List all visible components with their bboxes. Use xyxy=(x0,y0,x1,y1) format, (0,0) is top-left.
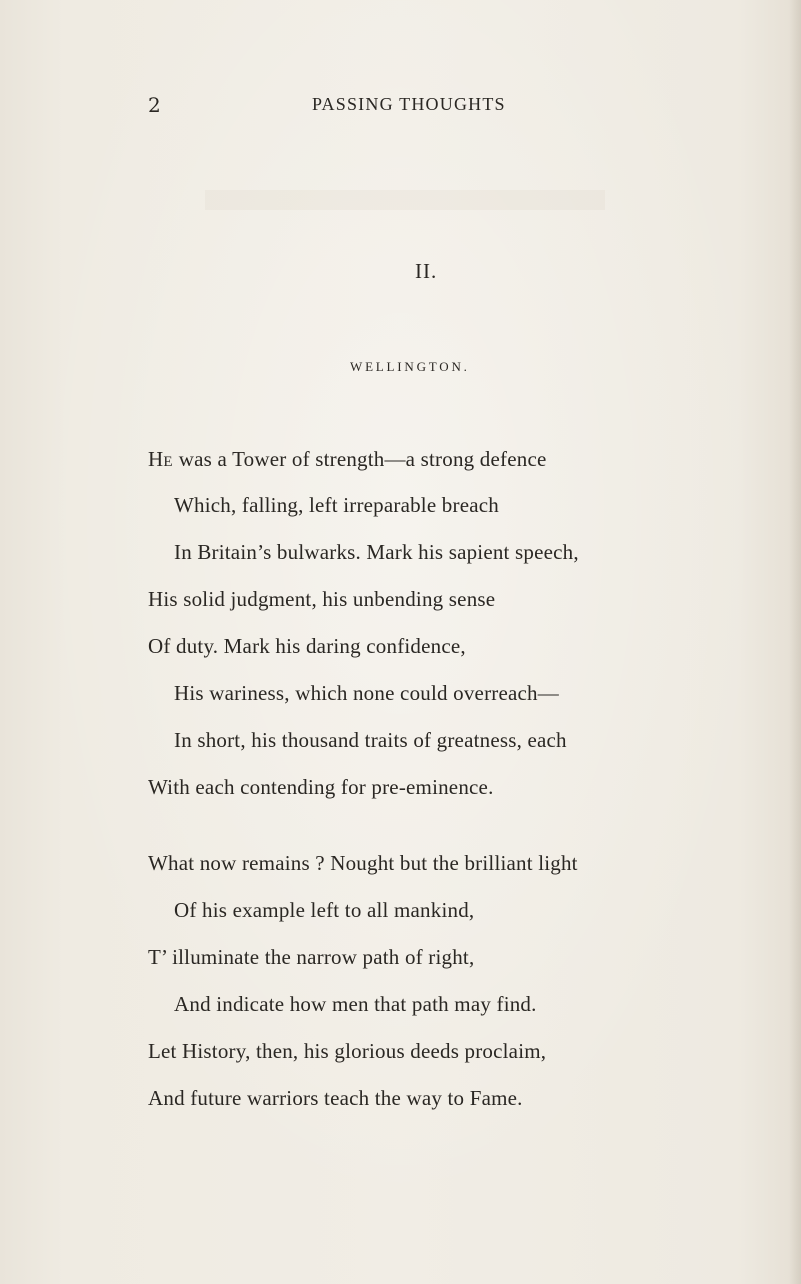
poem-line-7: In short, his thousand traits of greatness, each xyxy=(174,728,567,752)
poem-line-1 xyxy=(148,449,546,470)
show-through-mark xyxy=(205,182,605,224)
poem-line-3: In Britain’s bulwarks. Mark his sapient speech, xyxy=(174,540,579,564)
poem-line-2: Which, falling, left irreparable breach xyxy=(174,493,499,517)
poem-line-12: And indicate how men that path may find. xyxy=(174,992,537,1016)
poem-line-14: And future warriors teach the way to Fame. xyxy=(148,1086,523,1110)
poem-line-5: Of duty. Mark his daring confidence, xyxy=(148,634,466,658)
poem-line-9: What now remains ? Nought but the brilliant light xyxy=(148,851,578,875)
poem-line-13: Let History, then, his glorious deeds proclaim, xyxy=(148,1039,547,1063)
poem-line-4: His solid judgment, his unbending sense xyxy=(148,587,496,611)
poem-line-8: With each contending for pre-eminence. xyxy=(148,775,494,799)
poem-line-6: His wariness, which none could overreach— xyxy=(174,681,559,705)
poem-line-1-initial: H xyxy=(148,447,164,471)
page-number: 2 xyxy=(148,93,162,117)
poem-line-10: Of his example left to all mankind, xyxy=(174,898,475,922)
poem-line-1-text: was a Tower of strength—a strong defence xyxy=(173,447,547,471)
poem-line-11: T’ illuminate the narrow path of right, xyxy=(148,945,475,969)
running-head: PASSING THOUGHTS xyxy=(312,94,506,114)
poem-line-1-smallcaps: E xyxy=(163,454,174,470)
section-number: II. xyxy=(415,259,438,283)
page-edge-shadow xyxy=(789,0,801,1284)
poem-title: WELLINGTON. xyxy=(350,359,470,374)
